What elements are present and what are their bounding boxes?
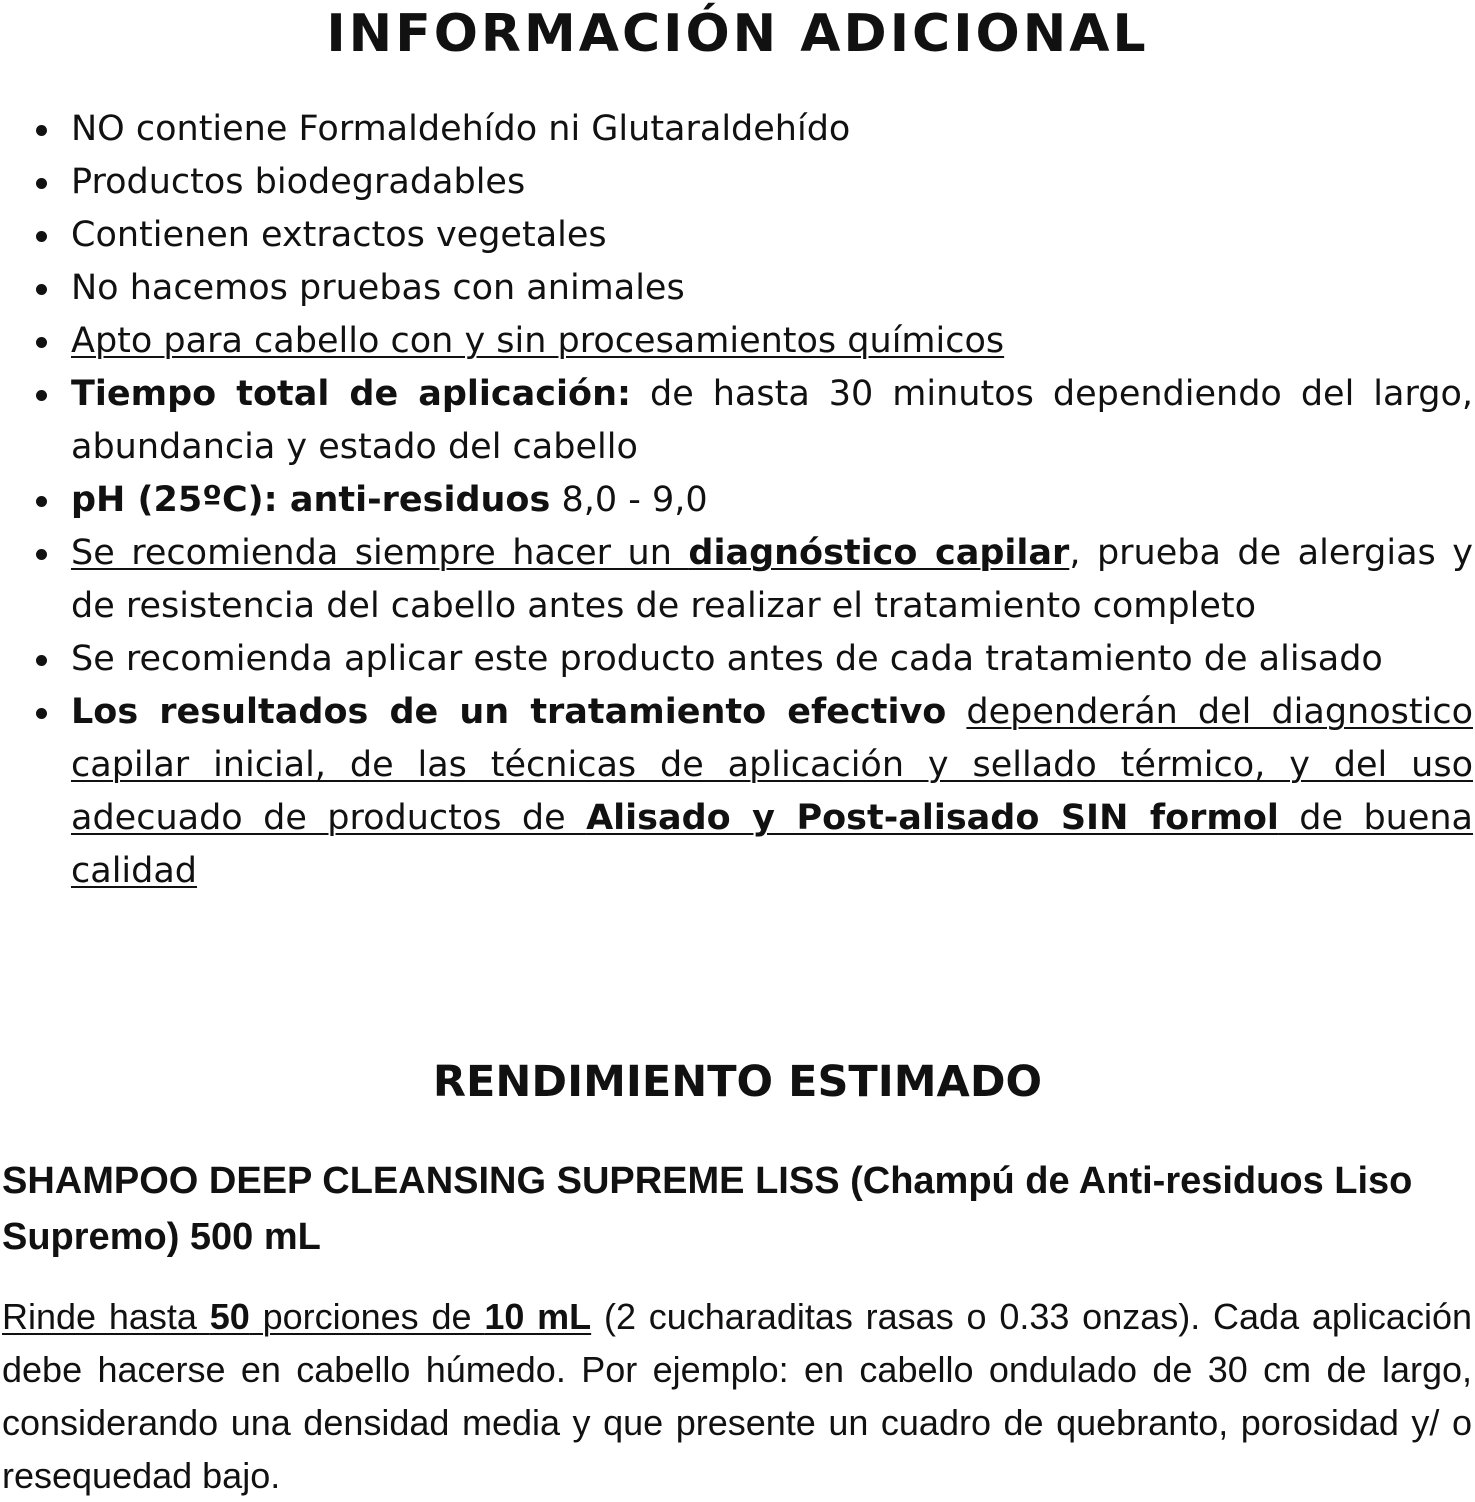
list-item: Productos biodegradables: [71, 156, 1473, 209]
product-heading: SHAMPOO DEEP CLEANSING SUPREME LISS (Champú de Anti-residuos Liso Supremo) 500 mL: [2, 1160, 1413, 1258]
ph-value: 8,0 - 9,0: [550, 480, 708, 520]
list-item: Se recomienda aplicar este producto antes de cada tratamiento de alisado: [71, 633, 1473, 686]
rinde-number: 50: [209, 1296, 250, 1337]
tiempo-label: Tiempo total de aplicación:: [71, 374, 631, 414]
list-item: [71, 474, 1473, 527]
list-item: [71, 368, 1473, 474]
resultados-space: [946, 692, 966, 732]
diagnostico-pre: Se recomienda siempre hacer un: [71, 533, 689, 573]
rinde-text-1: Rinde hasta: [2, 1296, 210, 1337]
ph-label: pH (25ºC): anti-residuos: [71, 480, 551, 520]
additional-info-list: [0, 103, 1473, 898]
resultados-end: de buena calidad: [71, 798, 1474, 891]
list-item: [71, 686, 1473, 898]
list-item: No hacemos pruebas con animales: [71, 262, 1473, 315]
section-title-rendimiento: RENDIMIENTO ESTIMADO: [432, 1057, 1043, 1107]
list-item: NO contiene Formaldehído ni Glutaraldehído: [71, 103, 1473, 156]
list-item: Contienen extractos vegetales: [71, 209, 1473, 262]
rinde-ml: 10 mL: [484, 1296, 592, 1337]
rinde-text-2: porciones de: [249, 1296, 485, 1337]
tiempo-text: de hasta 30 minutos dependiendo del largo, abundancia y estado del cabello: [71, 374, 1473, 467]
resultados-bold: Los resultados de un tratamiento efectivo: [71, 692, 947, 732]
list-item: [71, 527, 1473, 633]
list-item: [71, 315, 1473, 368]
diagnostico-post: , prueba de alergias y de resistencia del cabello antes de realizar el tratamiento completo: [71, 533, 1474, 626]
diagnostico-bold: diagnóstico capilar: [688, 533, 1070, 573]
apto-text: Apto para cabello con y sin procesamientos químicos: [71, 321, 1005, 361]
resultados-underlined: dependerán del diagnostico capilar inicial, de las técnicas de aplicación y sellado térmico, y del uso adecuado de productos de: [71, 692, 1473, 838]
rendimiento-paragraph: [2, 1290, 1472, 1502]
rinde-rest: (2 cucharaditas rasas o 0.33 onzas). Cada aplicación debe hacerse en cabello húmedo. Por ejemplo: en cabello ondulado de 30 cm de largo, considerando una densidad media y que presente un cuadro de quebranto, porosidad y/ o resequedad bajo.: [2, 1296, 1472, 1496]
section-title-informacion-adicional: INFORMACIÓN ADICIONAL: [326, 4, 1149, 64]
resultados-bold-underlined: Alisado y Post-alisado SIN formol: [586, 798, 1279, 838]
